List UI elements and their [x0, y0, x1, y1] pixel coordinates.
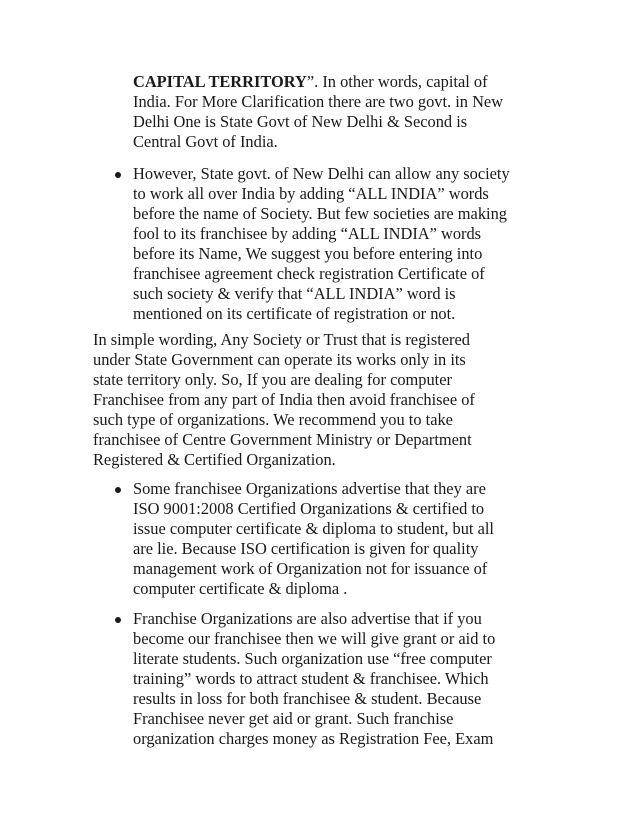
text-line: franchisee agreement check registration Certificate of: [133, 264, 485, 283]
text-line: Franchisee never get aid or grant. Such franchise: [133, 709, 454, 728]
text-line: mentioned on its certificate of registration or not.: [133, 304, 456, 323]
list-item: [133, 164, 613, 324]
text-line: before the name of Society. But few societies are making: [133, 204, 507, 223]
text-line: Franchise Organizations are also advertise that if you: [133, 609, 482, 628]
text-line: franchisee of Centre Government Ministry or Department: [93, 430, 472, 449]
text-line: computer certificate & diploma .: [133, 579, 348, 598]
text-line: become our franchisee then we will give grant or aid to: [133, 629, 496, 648]
text-line: Delhi One is State Govt of New Delhi & Second is: [133, 112, 468, 131]
text-run: ”. In other words, capital of: [306, 72, 488, 91]
text-line: issue computer certificate & diploma to student, but all: [133, 519, 494, 538]
continued-list-item: [133, 72, 613, 152]
text-line: under State Government can operate its works only in its: [93, 350, 466, 369]
text-line: management work of Organization not for issuance of: [133, 559, 488, 578]
text-line: In simple wording, Any Society or Trust that is registered: [93, 330, 470, 349]
text-line: to work all over India by adding “ALL INDIA” words: [133, 184, 489, 203]
text-line: before its Name, We suggest you before entering into: [133, 244, 483, 263]
text-line: training” words to attract student & franchisee. Which: [133, 669, 489, 688]
bullet-icon: [115, 172, 121, 178]
bold-lead-text: CAPITAL TERRITORY: [133, 72, 307, 91]
text-line: such type of organizations. We recommend you to take: [93, 410, 453, 429]
text-line: are lie. Because ISO certification is given for quality: [133, 539, 479, 558]
text-line: results in loss for both franchisee & student. Because: [133, 689, 482, 708]
text-line: Registered & Certified Organization.: [93, 450, 336, 469]
text-line: such society & verify that “ALL INDIA” word is: [133, 284, 456, 303]
bullet-icon: [115, 487, 121, 493]
text-line: Central Govt of India.: [133, 132, 278, 151]
bullet-icon: [115, 617, 121, 623]
list-item: [133, 609, 613, 749]
text-line: [133, 72, 488, 92]
text-line: organization charges money as Registration Fee, Exam: [133, 729, 494, 748]
text-line: fool to its franchisee by adding “ALL INDIA” words: [133, 224, 482, 243]
list-item: [133, 479, 613, 599]
body-paragraph: [93, 330, 613, 470]
text-line: India. For More Clarification there are two govt. in New: [133, 92, 504, 111]
text-line: Some franchisee Organizations advertise that they are: [133, 479, 486, 498]
text-line: ISO 9001:2008 Certified Organizations & certified to: [133, 499, 485, 518]
text-line: Franchisee from any part of India then avoid franchisee of: [93, 390, 475, 409]
text-line: However, State govt. of New Delhi can allow any society: [133, 164, 510, 183]
text-line: state territory only. So, If you are dealing for computer: [93, 370, 452, 389]
text-line: literate students. Such organization use “free computer: [133, 649, 492, 668]
